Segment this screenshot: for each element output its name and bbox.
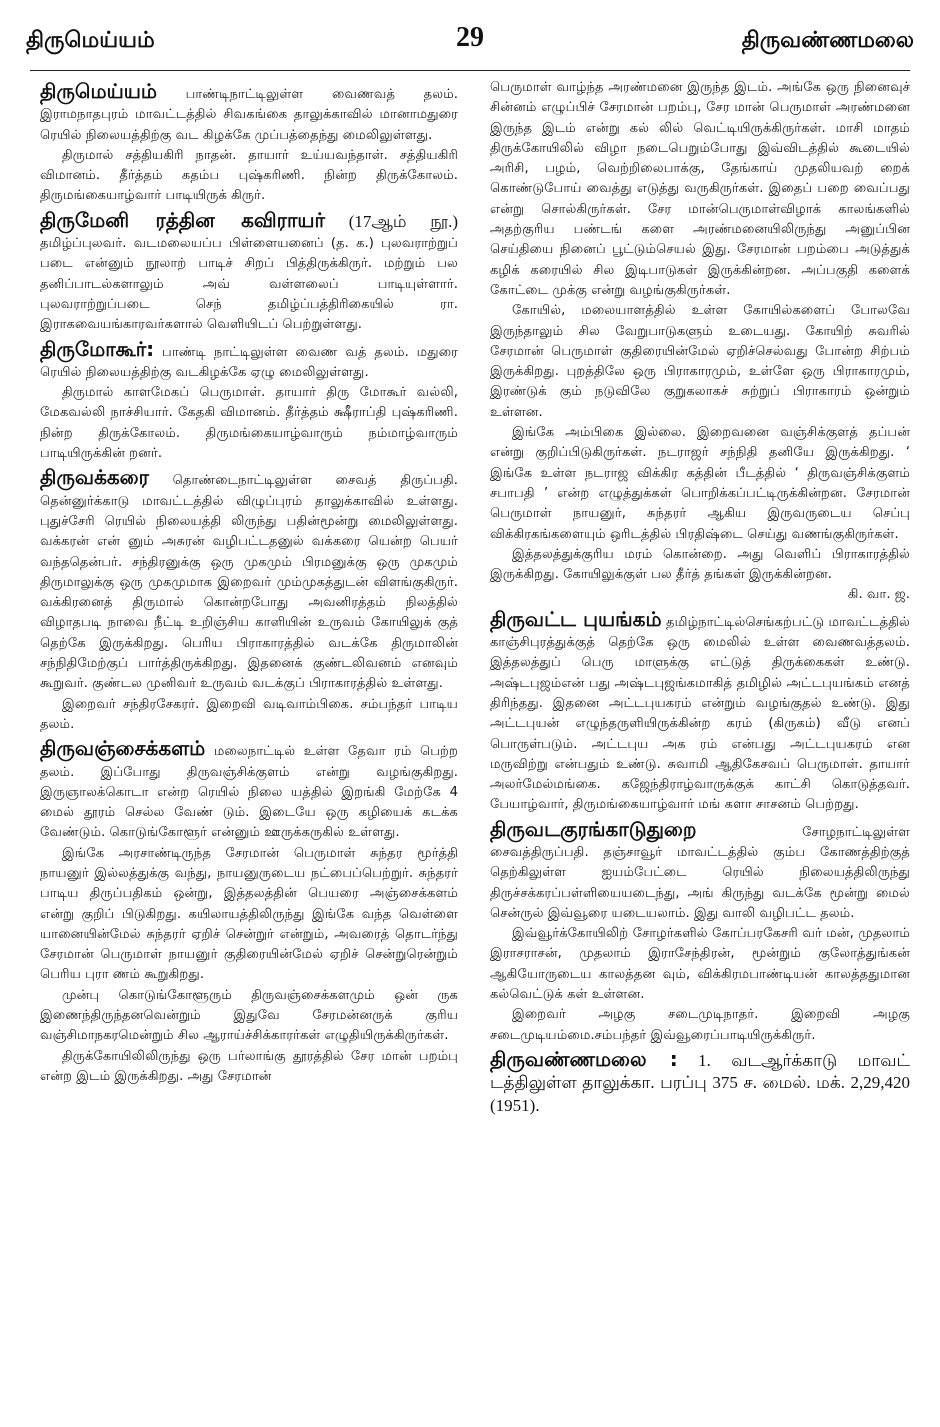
entry-thirumeni-rathina-kaviraayar [40, 207, 458, 336]
entry-paragraph: பெருமாள் வாழ்ந்த அரண்மனை இருந்த இடம். அங்கே ஒரு நினைவுச் சின்னம் எழுப்பிச் சேரமான் பறம்பு, சேர மான் பெருமாள் அரண்மனை இருந்த இடம் என்று கல் லில் வெட்டியிருக்கிருர்கள். மாசி மாதம் திருக்கோயிலில் விழா நடைபெறும்போது இவ்விடத்தில் கூடையில் அரிசி, பழம், வெற்றிலைபாக்கு, தேங்காய் முதலியவற் றைக் கொண்டுபோய் வைத்து எடுத்து வருகிருர்கள். இதைப் பறை வைப்பது என்று சொல்கிருர்கள். சேர மான்பெருமாள்விழாக் காலங்களில் அதற்குரிய பண்டங் களை அரண்மனையிலிருந்து அனுப்பின செய்தியை நினைப் பூட்டும்செயல் இது. சேரமான் பறம்பை அடுத்துக் கழிக் கரையில் சில இடிபாடுகள் இருக்கின்றன. அப்பகுதி களைக் கோட்டை முக்கு என்று வழங்குகிருர்கள். [490, 80, 910, 298]
entry-paragraph: முன்பு கொடுங்கோளூரும் திருவஞ்சைக்களமும் ஒன் ருக இணைந்திருந்தனவென்றும் இதுவே சேரமன்னருக் குரிய வஞ்சிமாநகரமென்றும் சில ஆராய்ச்சிக்காரர்கள் எழுதியிருக்கிருர்கள். [40, 987, 458, 1044]
entry-text: 1. வடஆர்க்காடு மாவட் டத்திலுள்ள தாலுக்கா. பரப்பு 375 ச. மைல். மக். 2,29,420 (1951). [490, 1050, 910, 1115]
entry-continuation [490, 78, 910, 606]
entry-paragraph: திருக்கோயிலிலிருந்து ஒரு பர்லாங்கு தூரத்தில் சேர மான் பறம்பு என்ற இடம் இருக்கிறது. அது சேரமான் [40, 1048, 458, 1084]
entry-thirumeyyam [40, 81, 458, 207]
entry-paragraph: இங்கே அம்பிகை இல்லை. இறைவனை வஞ்சிக்குளத் தப்பன் என்று குறிப்பிடுகிருர்கள். நடராஜர் சந்நிதி தனியே இருக்கிறது. ‘ இங்கே உள்ள நடராஜ விக்கிர கத்தின் பீடத்தில் ‘ திருவஞ்சிக்குளம் சபாபதி ’ என்ற எழுத்துக்கள் பொறிக்கப்பட்டிருக்கின்றன. சேரமான் பெருமாள் நாயனுர், சுந்தரர் ஆகிய இருவருடைய செப்பு விக்கிரகங்களையும் ஒரிடத்தில் பிரதிஷ்டை செய்து வணங்குகிருர்கள். [490, 425, 910, 542]
running-head-right: திருவண்ணமலை [741, 28, 914, 53]
entry-text: பாண்டி நாட்டிலுள்ள வைண வத் தலம். மதுரை ரெயில் நிலையத்திற்கு வடகிழக்கே ஏழு மைலிலுள்ளது. [40, 344, 458, 380]
entry-text: சோழநாட்டிலுள்ள சைவத்திருப்பதி. தஞ்சாவூர் மாவட்டத்தில் கும்ப கோணத்திற்குத் தெற்கிலுள்ள ஐயம்பேட்டை ரெயில் நிலையத்திலிருந்து திருச்சக்கரப்பள்ளியையடைந்து, அங் கிருந்து வடக்கே மூன்று மைல் சென்ருல் இவ்வூரை யடையலாம். இது வாலி வழிபட்ட தலம். [490, 824, 910, 921]
entry-thiruvannamalai [490, 1046, 910, 1118]
entry-headword: திருவக்கரை [40, 465, 149, 490]
entry-text: பாண்டிநாட்டிலுள்ள வைணவத் தலம். இராமநாதபுரம் மாவட்டத்தில் சிவகங்கை தாலுக்காவில் மானாமதுரை ரெயில் நிலையத்திற்கு வட கிழக்கே முப்பத்தைந்து மைலிலுள்ளது. [40, 87, 458, 143]
page-number: 29 [456, 22, 484, 53]
entry-headword: திருவட்ட புயங்கம் [490, 606, 662, 631]
entry-paragraph: திருமால் சத்தியகிரி நாதன். தாயார் உய்யவந்தாள். சத்தியகிரி விமானம். தீர்த்தம் கதம்ப புஷ்கரிணி. நின்ற திருக்கோலம். திருமங்கையாழ்வார் பாடியிருக் கிருர். [40, 147, 458, 204]
entry-thiruvadakurangaduthurai [490, 816, 910, 1046]
entry-century: (17ஆம் நூ.) [325, 211, 458, 231]
running-head-left: திருமெய்யம் [26, 28, 155, 53]
entry-thiruvakkarai [40, 467, 458, 735]
entry-headword: திருமோகூர்: [40, 336, 155, 361]
entry-headword: திருமெய்யம் [40, 79, 157, 103]
author-signature: கி. வா. ஜ. [847, 587, 910, 603]
entry-headword: திருவஞ்சைக்களம் [40, 736, 206, 761]
entry-paragraph: இறைவர் சந்திரசேகரர். இறைவி வடிவாம்பிகை. சம்பந்தர் பாடிய தலம். [40, 696, 458, 732]
right-column [490, 78, 910, 1118]
entry-text: தமிழ்ப்புலவர். வடமலையப்ப பிள்ளையனைப் (த. க.) புலவராற்றுப் படை என்னும் நூலாற் பாடிச் சிறப் பித்திருக்கிருர். மற்றும் பல தனிப்பாடல்களாலும் அவ் வள்ளலைப் பாடியுள்ளார். புலவராற்றுப்படை செந் தமிழ்ப்பத்திரிகையில் ரா. இராகவையங்காரவர்களால் வெளியிடப் பெற்றுள்ளது. [40, 236, 458, 333]
entry-paragraph: திருமால் காளமேகப் பெருமாள். தாயார் திரு மோகூர் வல்லி, மேகவல்லி நாச்சியார். கேதகி விமானம். தீர்த்தம் க்ஷீராப்தி புஷ்கரிணி. நின்ற திருக்கோலம். திருமங்கையாழ்வாரும் நம்மாழ்வாரும் பாடியிருக்கின் றனர். [40, 385, 458, 462]
entry-headword: திருமேனி ரத்தின கவிராயர் [40, 207, 326, 232]
entry-headword: திருவண்ணமலை : [490, 1046, 678, 1071]
left-column [40, 78, 458, 1087]
entry-thirumogur [40, 336, 458, 465]
entry-paragraph: கோயில், மலையாளத்தில் உள்ள கோயில்களைப் போலவே இருந்தாலும் சில வேறுபாடுகளும் உடையது. கோயிற் சுவரில் சேரமான் பெருமாள் குதிரையின்மேல் ஏறிச்செல்வது போன்ற சிற்பம் இருக்கிறது. புறத்திலே ஒரு பிராகாரமும், உள்ளே ஒரு பிராகாரமும், இரண்டுக் கும் நடுவிலே குறுகலாகச் சுற்றுப் பிராகாரம் ஒன்றும் உள்ளன. [490, 303, 910, 420]
entry-text: தொண்டைநாட்டிலுள்ள சைவத் திருப்பதி. தென்னுர்க்காடு மாவட்டத்தில் விழுப்புரம் தாலுக்காவில் உள்ளது. புதுச்சேரி ரெயில் நிலையத்தி லிருந்து பதின்மூன்று மைலிலுள்ளது. வக்கரன் என் னும் அசுரன் வழிபட்டதனுல் வக்கரை யென்ற பெயர் வந்ததென்பர். சந்திரனுக்கு ஒரு முகமும் பிரமனுக்கு ஒரு முகமும் திருமாலுக்கு ஒரு முகமுமாக இறைவர் மும்முகத்துடன் விளங்குகிருர். வக்கிரனைத் திருமால் கொன்றபோது அவனிரத்தம் நிலத்தில் விழாதபடி நாவை நீட்டி உறிஞ்சிய காளியின் உருவம் கோயிலுக் குத் தெற்கே இருக்கிறது. பெரிய பிராகாரத்தில் வடக்கே திருமாலின் சந்நிதிமேற்குப் பார்த்திருக்கிறது. இதனைக் குண்டலிவனம் எனவும் கூறுவர். குண்டல முனிவர் உருவம் வடக்குப் பிராகாரத்தில் உள்ளது. [40, 473, 458, 692]
header-divider [30, 70, 910, 71]
page-header [26, 22, 914, 58]
entry-paragraph: இவ்வூர்க்கோயிலிற் சோழர்களில் கோப்பரகேசரி வர் மன், முதலாம் இராசராசன், முதலாம் இராசேந்திரன், மூன்றும் குலோத்துங்கன் ஆகியோருடைய காலத்தன வும், விக்கிரமபாண்டியன் காலத்ததுமான கல்வெட்டுக் கள் உள்ளன. [490, 926, 910, 1003]
entry-thiruvanjaikkalam [40, 738, 458, 1087]
entry-headword: திருவடகுரங்காடுதுறை [490, 816, 697, 841]
entry-paragraph: இங்கே அரசாண்டிருந்த சேரமான் பெருமாள் சுந்தர மூர்த்தி நாயனுர் இல்லத்துக்கு வந்து, நாயனுருடைய நட்பைப்பெற்றுர். சுந்தரர் பாடிய திருப்பதிகம் ஒன்று, இத்தலத்தின் பெயரை அஞ்சைக்களம் என்று குறிப் பிடுகிறது. கயிலாயத்திலிருந்து இங்கே வந்த வெள்ளை யானையின்மேல் சுந்தரர் ஏறிச் சென்றுர் என்றும், அவரைத் தொடர்ந்து சேரமான் பெருமாள் நாயனுர் குதிரையின்மேல் ஏறிச் சென்றுரென்றும் பெரிய புரா ணம் கூறுகிறது. [40, 845, 458, 983]
entry-paragraph: இறைவர் அழகு சடைமுடிநாதர். இறைவி அழகு சடைமுடியம்மை.சம்பந்தர் இவ்வூரைப்பாடியிருக்கிருர். [490, 1007, 910, 1043]
entry-text: தமிழ்நாட்டில்செங்கற்பட்டு மாவட்டத்தில் காஞ்சிபுரத்துக்குத் தெற்கே ஒரு மைலில் உள்ள வைணவத்தலம். இத்தலத்துப் பெரு மாளுக்கு எட்டுத் திருக்கைகள் உண்டு. அஷ்டபுஜம்என் பது அஷ்டபுஜங்கமாகித் தமிழில் அட்டபுயங்கம் எனத் திரிந்தது. இதனை அட்டபுயகரம் என்றும் வழங்குதல் உண்டு. இது அட்டபுயன் எழுந்தருளியிருக்கின்ற கரம் (கிருகம்) வீடு எனப் பொருள்படும். அட்டபுய அக ரம் என்பது அட்டபுயகரம் என மருவிற்று என்பதும் உண்டு. சுவாமி ஆதிகேசவப் பெருமாள். தாயார் அலர்மேல்மங்கை. கஜேந்திராழ்வாருக்குக் காட்சி கொடுத்தவர். பேயாழ்வார், திருமங்கையாழ்வார் மங் களா சாசனம் பெற்றது. [490, 614, 910, 813]
entry-thiruvatta-puyangam [490, 606, 910, 816]
entry-paragraph: இத்தலத்துக்குரிய மரம் கொன்றை. அது வெளிப் பிராகாரத்தில் இருக்கிறது. கோயிலுக்குள் பல தீர்த் தங்கள் இருக்கின்றன. [490, 546, 910, 583]
entry-text: மலைநாட்டில் உள்ள தேவா ரம் பெற்ற தலம். இப்போது திருவஞ்சிக்குளம் என்று வழங்குகிறது. இருஞாலக்கொடா என்ற ரெயில் நிலை யத்தில் இறங்கி மேற்கே 4 மைல் தூரம் செல்ல வேண் டும். இடையே ஒரு கழியைக் கடக்க வேண்டும். கொடுங்கோளூர் என்னும் ஊருக்கருகில் உள்ளது. [40, 744, 458, 841]
